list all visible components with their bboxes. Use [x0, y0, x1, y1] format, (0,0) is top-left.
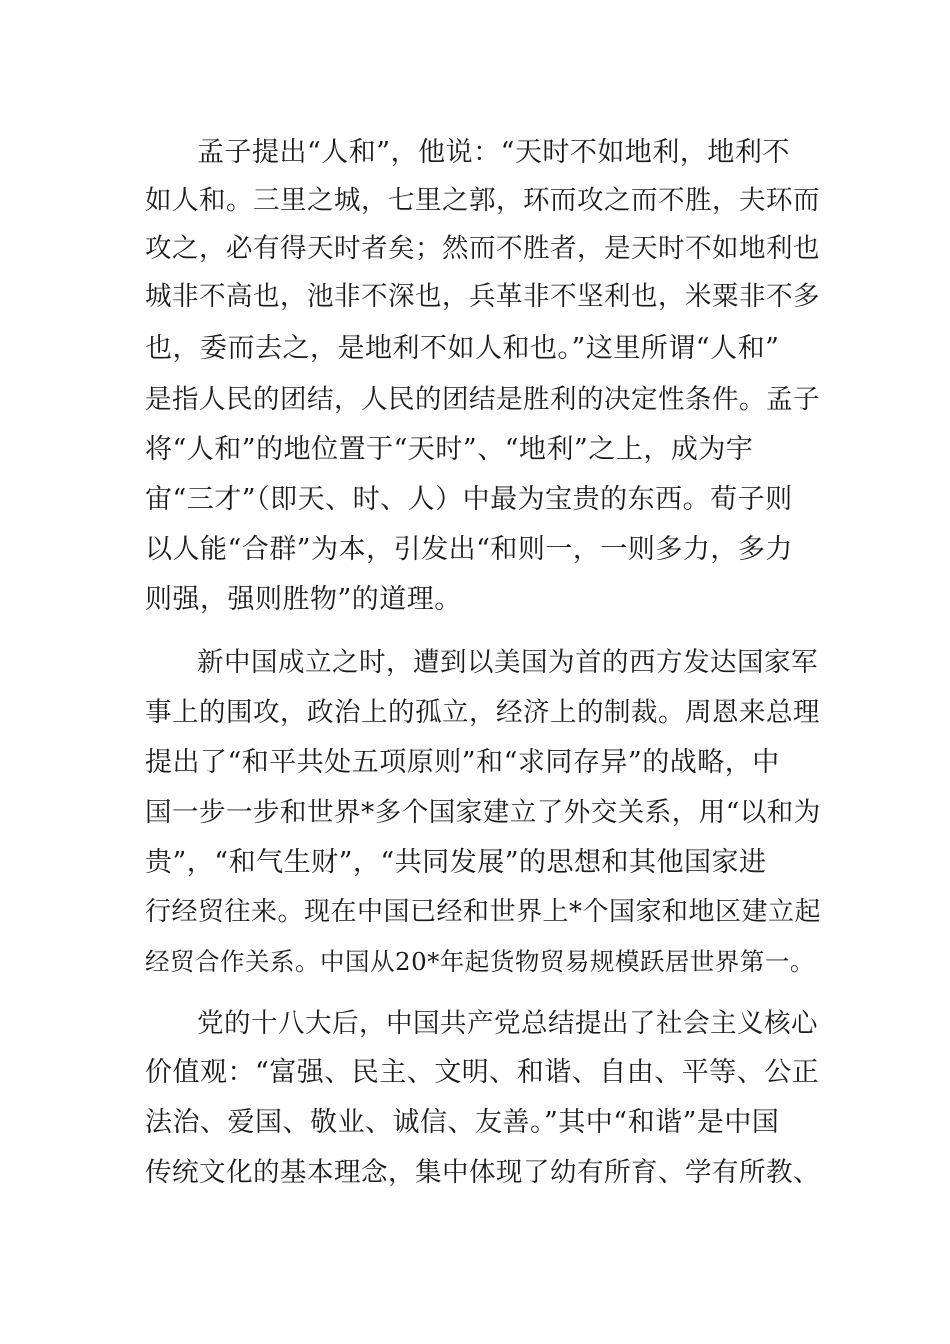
paragraph-1-line-6: 是指人民的团结，人民的团结是胜利的决定性条件。孟子	[145, 384, 820, 415]
paragraph-1-line-10: 则强，强则胜物”的道理。	[145, 584, 462, 615]
paragraph-3-line-1: 党的十八大后，中国共产党总结提出了社会主义核心	[197, 1008, 818, 1039]
paragraph-1-line-3: 攻之，必有得天时者矣；然而不胜者，是天时不如地利也	[145, 233, 820, 264]
paragraph-1-line-8: 宙“三才”（即天、时、人）中最为宝贵的东西。荀子则	[145, 484, 793, 515]
paragraph-2-line-7: 经贸合作关系。中国从20*年起货物贸易规模跃居世界第一。	[145, 947, 815, 976]
paragraph-2-line-4: 国一步一步和世界*多个国家建立了外交关系，用“以和为	[145, 797, 821, 828]
paragraph-2-line-1: 新中国成立之时，遭到以美国为首的西方发达国家军	[197, 647, 818, 678]
paragraph-2-line-6: 行经贸往来。现在中国已经和世界上*个国家和地区建立起	[145, 897, 822, 927]
paragraph-2-line-2: 事上的围攻，政治上的孤立，经济上的制裁。周恩来总理	[145, 697, 820, 728]
paragraph-3-line-2: 价值观：“富强、民主、文明、和谐、自由、平等、公正	[145, 1057, 820, 1088]
paragraph-1-line-5: 也，委而去之，是地利不如人和也。”这里所谓“人和”	[145, 333, 780, 364]
paragraph-1-line-7: 将“人和”的地位置于“天时”、“地利”之上，成为宇	[145, 434, 754, 465]
paragraph-1-line-1: 孟子提出“人和”，他说：“天时不如地利，地利不	[197, 137, 790, 168]
paragraph-2-line-5: 贵”，“和气生财”，“共同发展”的思想和其他国家进	[145, 847, 767, 878]
paragraph-1-line-4: 城非不高也，池非不深也，兵革非不坚利也，米粟非不多	[145, 281, 820, 312]
paragraph-2-line-3: 提出了“和平共处五项原则”和“求同存异”的战略，中	[145, 747, 780, 778]
paragraph-1-line-2: 如人和。三里之城，七里之郭，环而攻之而不胜，夫环而	[145, 185, 820, 216]
paragraph-3-line-4: 传统文化的基本理念，集中体现了幼有所育、学有所教、	[145, 1157, 820, 1188]
paragraph-3-line-3: 法治、爱国、敬业、诚信、友善。”其中“和谐”是中国	[145, 1107, 780, 1138]
paragraph-1-line-9: 以人能“合群”为本，引发出“和则一，一则多力，多力	[145, 534, 793, 565]
